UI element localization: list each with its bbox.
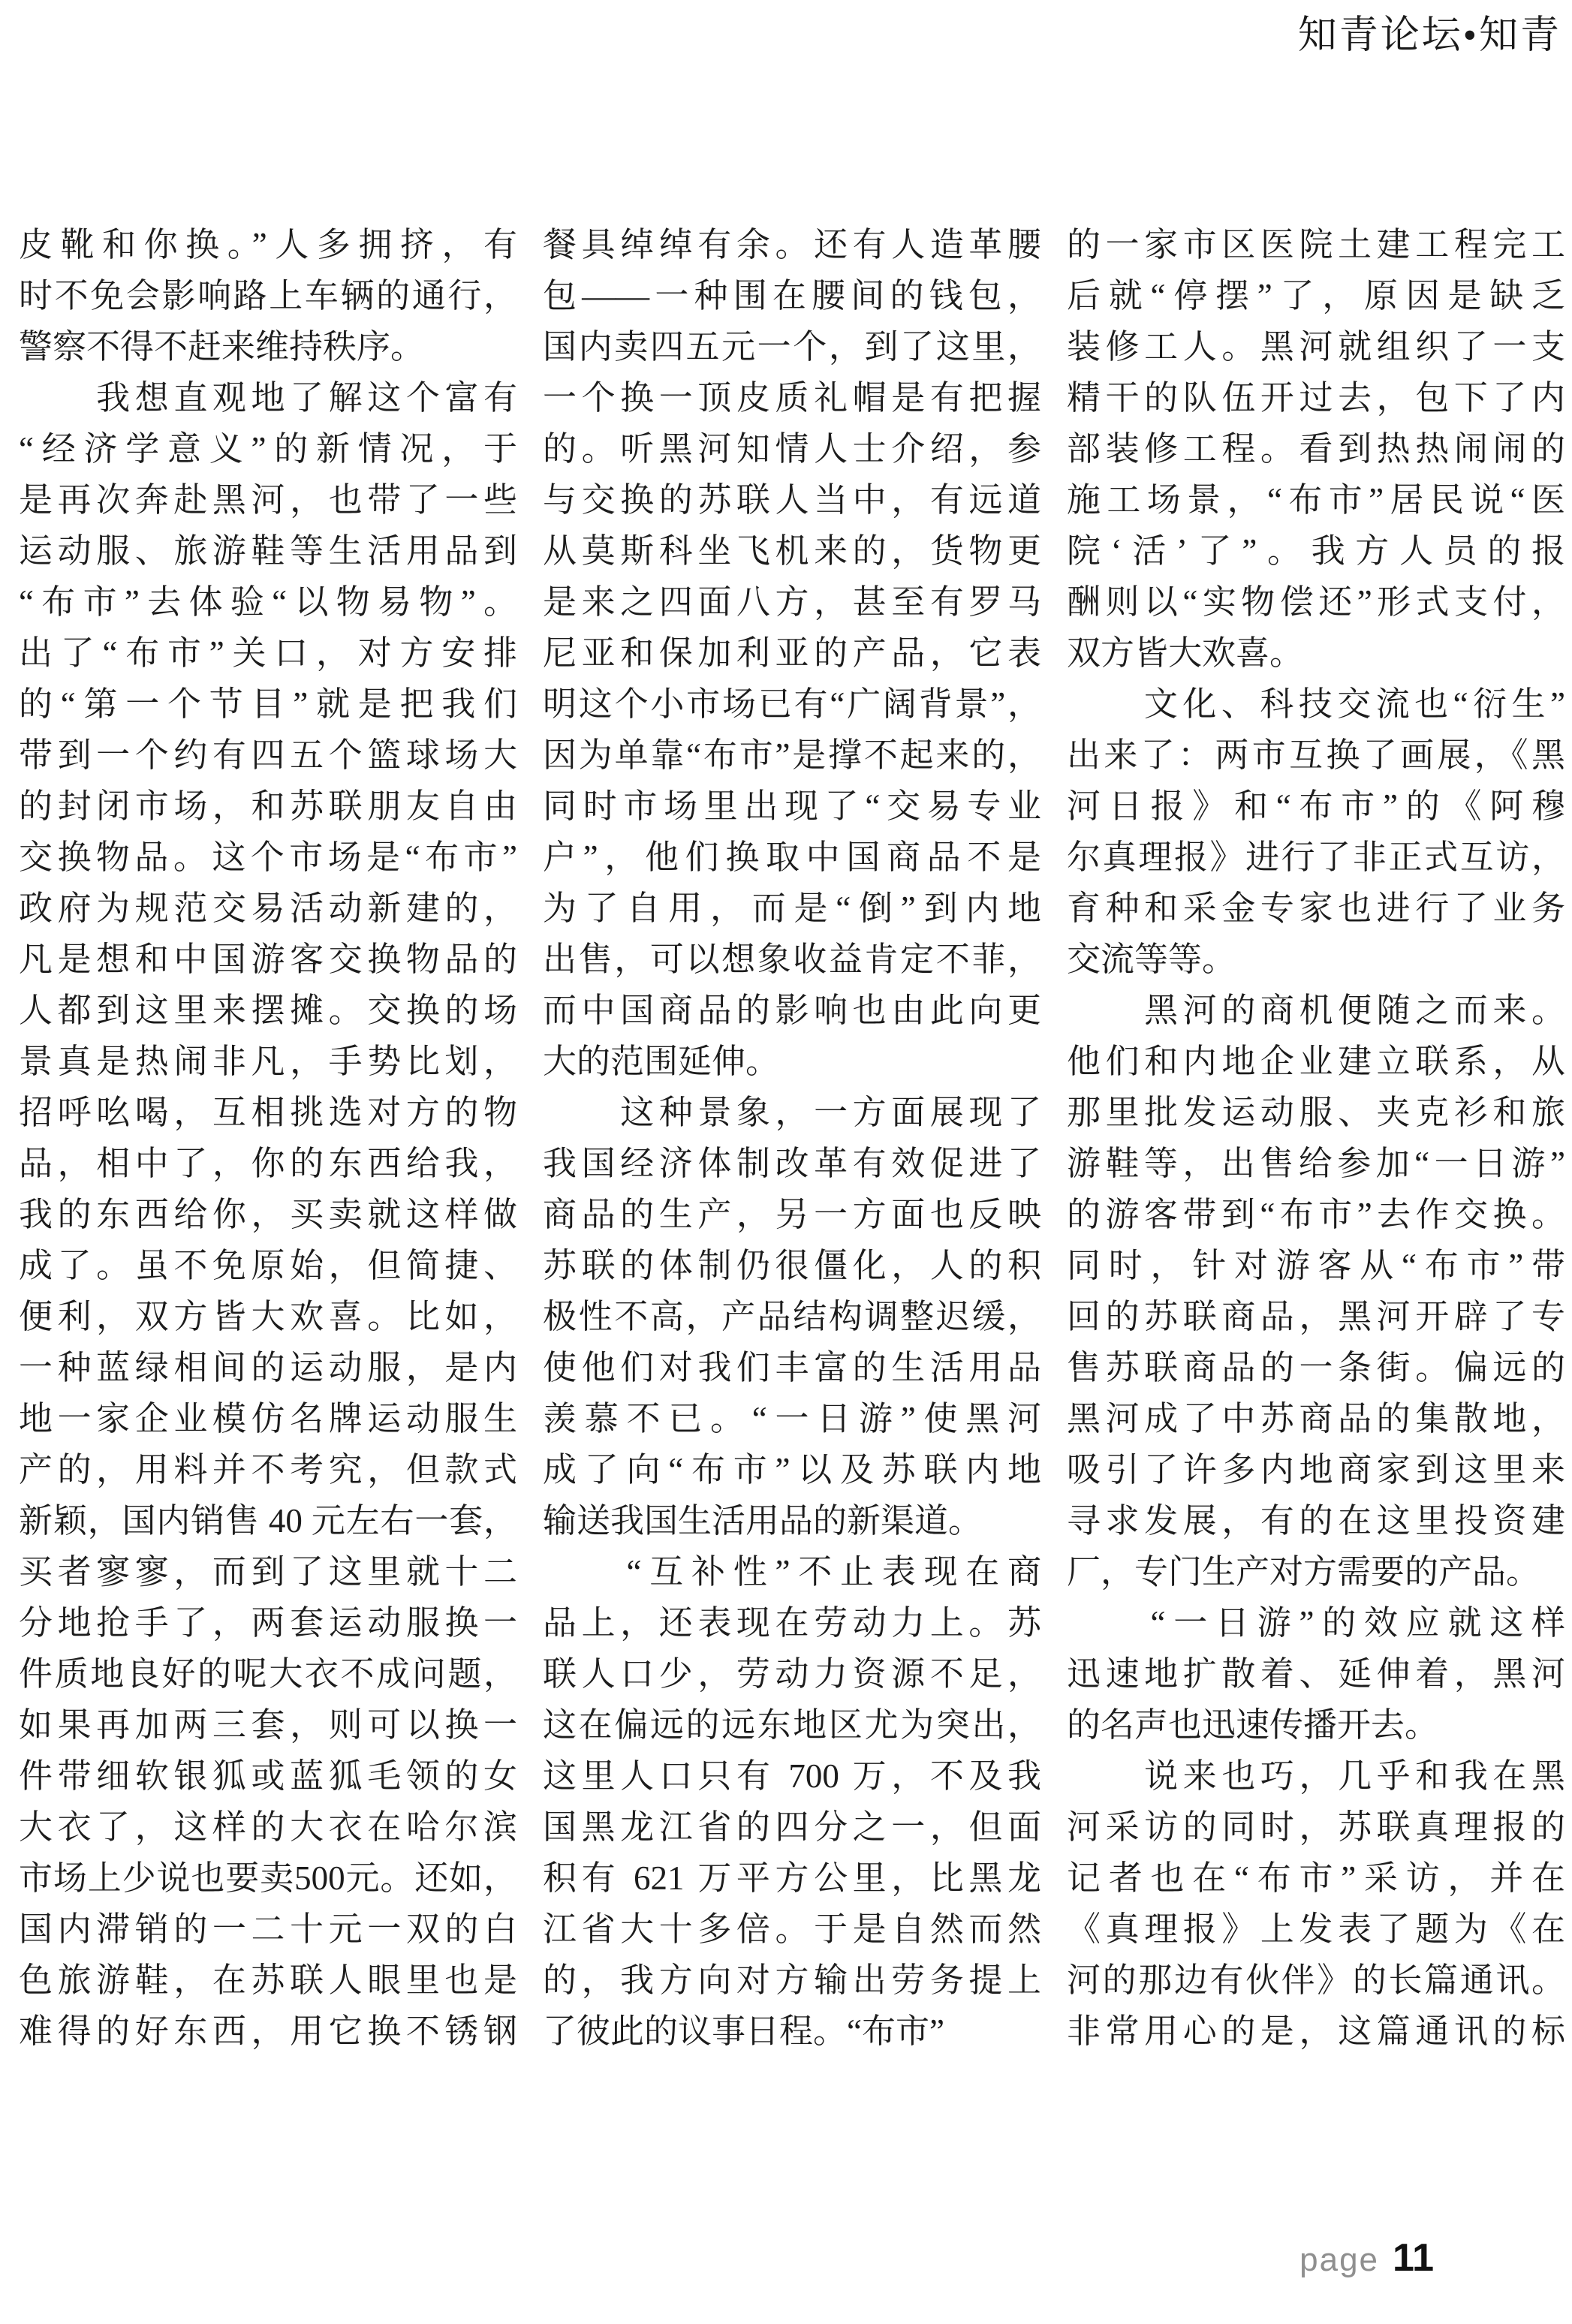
- text-line: 招呼吆喝，互相挑选对方的物: [19, 1094, 517, 1131]
- text-line: 出售，可以想象收益肯定不菲，: [543, 941, 1041, 978]
- text-line: 尼亚和保加利亚的产品，它表: [543, 634, 1041, 672]
- text-line: 黑河的商机便随之而来。: [1067, 992, 1565, 1029]
- text-line: 寻求发展，有的在这里投资建: [1067, 1502, 1565, 1540]
- text-line: 部装修工程。看到热热闹闹的: [1067, 430, 1565, 468]
- text-line: 难得的好东西，用它换不锈钢: [19, 2012, 517, 2050]
- text-line: 的，我方向对方输出劳务提上: [543, 1961, 1041, 1999]
- text-line: 市场上少说也要卖500元。还如，: [19, 1859, 517, 1897]
- text-line: 精干的队伍开过去，包下了内: [1067, 379, 1565, 417]
- header-title: 知青论坛•知青: [1297, 14, 1561, 57]
- article-body: [19, 219, 1565, 2057]
- text-line: 国内卖四五元一个，到了这里，: [543, 328, 1041, 366]
- text-line: 迅速地扩散着、延伸着，黑河: [1067, 1655, 1565, 1693]
- text-line: 这在偏远的远东地区尤为突出，: [543, 1706, 1041, 1744]
- text-line: 这种景象，一方面展现了: [543, 1094, 1041, 1131]
- text-line: 非常用心的是，这篇通讯的标: [1067, 2012, 1565, 2050]
- text-line: 大的范围延伸。: [543, 1043, 780, 1080]
- text-line: 使他们对我们丰富的生活用品: [543, 1349, 1041, 1386]
- text-line: 尔真理报》进行了非正式互访，: [1067, 838, 1565, 876]
- text-line: 时不免会影响路上车辆的通行，: [19, 277, 517, 315]
- text-line: “经济学意义”的新情况，于: [19, 430, 517, 468]
- text-line: 餐具绰绰有余。还有人造革腰: [543, 226, 1041, 263]
- text-line: 输送我国生活用品的新渠道。: [543, 1502, 983, 1540]
- text-line: 品，相中了，你的东西给我，: [19, 1145, 517, 1182]
- text-line: 交换物品。这个市场是“布市”: [19, 838, 517, 876]
- text-line: 大衣了，这样的大衣在哈尔滨: [19, 1808, 517, 1846]
- text-line: 便利，双方皆大欢喜。比如，: [19, 1298, 517, 1335]
- text-line: 那里批发运动服、夹克衫和旅: [1067, 1094, 1565, 1131]
- text-line: 江省大十多倍。于是自然而然: [543, 1910, 1041, 1948]
- text-line: 凡是想和中国游客交换物品的: [19, 941, 517, 978]
- text-line: 文化、科技交流也“衍生”: [1067, 685, 1565, 723]
- text-line: “布市”去体验“以物易物”。: [19, 583, 517, 621]
- text-line: 包——一种围在腰间的钱包，: [543, 277, 1041, 315]
- text-line: 新颖，国内销售 40 元左右一套，: [19, 1502, 517, 1540]
- text-line: 联人口少，劳动力资源不足，: [543, 1655, 1041, 1693]
- text-line: 而中国商品的影响也由此向更: [543, 992, 1041, 1029]
- text-line: 买者寥寥，而到了这里就十二: [19, 1553, 517, 1591]
- footer-page-number: 11: [1393, 2236, 1434, 2280]
- text-line: 出来了：两市互换了画展，《黑: [1067, 736, 1565, 774]
- text-line: 景真是热闹非凡，手势比划，: [19, 1043, 517, 1080]
- text-line: 品上，还表现在劳动力上。苏: [543, 1604, 1041, 1642]
- text-line: 的游客带到“布市”去作交换。: [1067, 1196, 1565, 1233]
- text-line: 双方皆大欢喜。: [1067, 634, 1304, 672]
- text-line: 一种蓝绿相间的运动服，是内: [19, 1349, 517, 1386]
- page-footer: [1299, 2235, 1434, 2280]
- text-line: “互补性”不止表现在商: [543, 1553, 1041, 1591]
- text-line: 他们和内地企业建立联系，从: [1067, 1043, 1565, 1080]
- text-line: 河采访的同时，苏联真理报的: [1067, 1808, 1565, 1846]
- text-line: 我的东西给你，买卖就这样做: [19, 1196, 517, 1233]
- article-column-2: [543, 219, 1041, 2057]
- text-line: 厂，专门生产对方需要的产品。: [1067, 1553, 1540, 1591]
- text-line: 警察不得不赶来维持秩序。: [19, 328, 425, 366]
- text-line: 的封闭市场，和苏联朋友自由: [19, 787, 517, 825]
- text-line: 羡慕不已。“一日游”使黑河: [543, 1400, 1041, 1437]
- text-line: 施工场景，“布市”居民说“医: [1067, 481, 1565, 519]
- text-line: 件带细软银狐或蓝狐毛领的女: [19, 1757, 517, 1795]
- text-line: 同时市场里出现了“交易专业: [543, 787, 1041, 825]
- text-line: 一个换一顶皮质礼帽是有把握: [543, 379, 1041, 417]
- text-line: 带到一个约有四五个篮球场大: [19, 736, 517, 774]
- text-line: 因为单靠“布市”是撑不起来的，: [543, 736, 1041, 774]
- text-line: 皮靴和你换。”人多拥挤，有: [19, 226, 517, 263]
- text-line: 成了向“布市”以及苏联内地: [543, 1451, 1041, 1489]
- text-line: 交流等等。: [1067, 941, 1236, 978]
- text-line: 吸引了许多内地商家到这里来: [1067, 1451, 1565, 1489]
- text-line: 明这个小市场已有“广阔背景”，: [543, 685, 1041, 723]
- text-line: 人都到这里来摆摊。交换的场: [19, 992, 517, 1029]
- text-line: 装修工人。黑河就组织了一支: [1067, 328, 1565, 366]
- text-line: 我想直观地了解这个富有: [19, 379, 517, 417]
- text-line: 为了自用，而是“倒”到内地: [543, 890, 1041, 927]
- text-line: 色旅游鞋，在苏联人眼里也是: [19, 1961, 517, 1999]
- text-line: 河的那边有伙伴》的长篇通讯。: [1067, 1961, 1565, 1999]
- text-line: 地一家企业模仿名牌运动服生: [19, 1400, 517, 1437]
- text-line: 育种和采金专家也进行了业务: [1067, 890, 1565, 927]
- text-line: 的一家市区医院土建工程完工: [1067, 226, 1565, 263]
- text-line: 运动服、旅游鞋等生活用品到: [19, 532, 517, 570]
- text-line: 我国经济体制改革有效促进了: [543, 1145, 1041, 1182]
- text-line: 商品的生产，另一方面也反映: [543, 1196, 1041, 1233]
- page-header: [1298, 12, 1561, 60]
- text-line: 国内滞销的一二十元一双的白: [19, 1910, 517, 1948]
- text-line: 是再次奔赴黑河，也带了一些: [19, 481, 517, 519]
- text-line: 与交换的苏联人当中，有远道: [543, 481, 1041, 519]
- text-line: 《真理报》上发表了题为《在: [1067, 1910, 1565, 1948]
- text-line: 的。听黑河知情人士介绍，参: [543, 430, 1041, 468]
- text-line: 的名声也迅速传播开去。: [1067, 1706, 1439, 1744]
- text-line: 同时，针对游客从“布市”带: [1067, 1247, 1565, 1284]
- article-column-3: [1067, 219, 1565, 2057]
- text-line: 游鞋等，出售给参加“一日游”: [1067, 1145, 1565, 1182]
- text-line: 这里人口只有 700 万，不及我: [543, 1757, 1041, 1795]
- text-line: 件质地良好的呢大衣不成问题，: [19, 1655, 517, 1693]
- text-line: 了彼此的议事日程。“布市”: [543, 2012, 944, 2050]
- text-line: 黑河成了中苏商品的集散地，: [1067, 1400, 1565, 1437]
- text-line: 产的，用料并不考究，但款式: [19, 1451, 517, 1489]
- text-line: 政府为规范交易活动新建的，: [19, 890, 517, 927]
- text-line: 河日报》和“布市”的《阿穆: [1067, 787, 1565, 825]
- text-line: 从莫斯科坐飞机来的，货物更: [543, 532, 1041, 570]
- text-line: 分地抢手了，两套运动服换一: [19, 1604, 517, 1642]
- text-line: 回的苏联商品，黑河开辟了专: [1067, 1298, 1565, 1335]
- text-line: “一日游”的效应就这样: [1067, 1604, 1565, 1642]
- text-line: 酬则以“实物偿还”形式支付，: [1067, 583, 1565, 621]
- footer-page-label: page: [1299, 2241, 1380, 2278]
- text-line: 出了“布市”关口，对方安排: [19, 634, 517, 672]
- text-line: 极性不高，产品结构调整迟缓，: [543, 1298, 1041, 1335]
- text-line: 说来也巧，几乎和我在黑: [1067, 1757, 1565, 1795]
- text-line: 的“第一个节目”就是把我们: [19, 685, 517, 723]
- text-line: 是来之四面八方，甚至有罗马: [543, 583, 1041, 621]
- text-line: 记者也在“布市”采访，并在: [1067, 1859, 1565, 1897]
- text-line: 如果再加两三套，则可以换一: [19, 1706, 517, 1744]
- text-line: 国黑龙江省的四分之一，但面: [543, 1808, 1041, 1846]
- text-line: 户”，他们换取中国商品不是: [543, 838, 1041, 876]
- text-line: 积有 621 万平方公里，比黑龙: [543, 1859, 1041, 1897]
- text-line: 后就“停摆”了，原因是缺乏: [1067, 277, 1565, 315]
- text-line: 院‘活’了”。我方人员的报: [1067, 532, 1565, 570]
- article-column-1: [19, 219, 517, 2057]
- text-line: 成了。虽不免原始，但简捷、: [19, 1247, 517, 1284]
- text-line: 售苏联商品的一条街。偏远的: [1067, 1349, 1565, 1386]
- text-line: 苏联的体制仍很僵化，人的积: [543, 1247, 1041, 1284]
